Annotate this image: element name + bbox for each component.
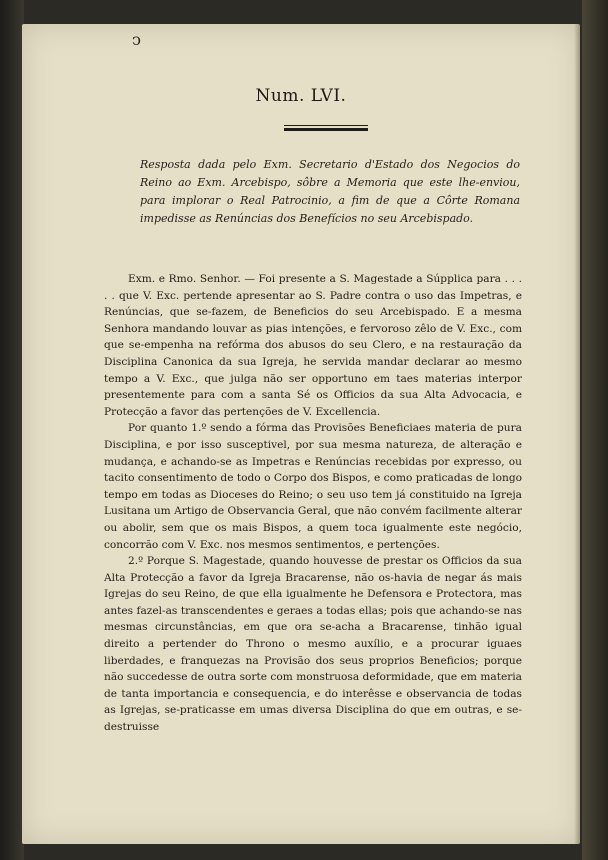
page-title: Num. LVI. [255,86,347,106]
document-page [22,24,580,844]
next-page-edge [582,0,608,860]
divider-thick-line [284,128,368,131]
paragraph-2: Por quanto 1.º sendo a fórma das Provisões Beneficiaes materia de pura Disciplina, e por isso susceptivel, por sua mesma natureza, de alteração e mudança, e achando-se as Impetras e Renúncias recebidas por expresso, ou tacito consentimento de todo o Corpo dos Bispos, e como praticadas de longo tempo em todas as Dioceses do Reino; o seu uso tem já constituido na Igreja Lusitana um Artigo de Observancia Geral, que não convém facilmente alterar ou abolir, sem que os mais Bispos, a quem toca igualmente este negócio, concorrão com V. Exc. nos mesmos sentimentos, e pertenções. [104,422,522,551]
paragraph-1: Exm. e Rmo. Senhor. — Foi presente a S. Magestade a Súpplica para . . . . . que V. Exc. pertende apresentar ao S. Padre contra o uso das Impetras, e Renúncias, que se-fazem, de Beneficios do seu Arcebispado. E a mesma Senhora mandando louvar as pias intenções, e fervoroso zêlo de V. Exc., com que se-empenha na refórma dos abusos do seu Clero, e na restauração da Disciplina Canonica da sua Igreja, he servida mandar declarar ao mesmo tempo a V. Exc., que julga não ser opportuno em taes materias interpor presentemente para com a santa Sé os Officios da sua Alta Advocacia, e Protecção a favor das pertenções de V. Excellencia. [104,273,522,418]
page-fold-shadow [574,24,580,844]
bleed-through-mark: ↄ [132,30,141,49]
document-heading: Resposta dada pelo Exm. Secretario d'Estado dos Negocios do Reino ao Exm. Arcebispo, sôbre a Memoria que este lhe-enviou, para implorar o Real Patrocinio, a fim de que a Côrte Romana impedisse as Renúncias dos Benefícios no seu Arcebispado. [140,158,520,225]
paragraph-3: 2.º Porque S. Magestade, quando houvesse de prestar os Officios da sua Alta Protecção a favor da Igreja Bracarense, não os-havia de negar ás mais Igrejas do seu Reino, de que ella igualmente he Defensora e Protectora, mas antes fazel-as transcendentes e geraes a todas ellas; pois que achando-se nas mesmas circunstâncias, em que ora se-acha a Bracarense, tinhão igual direito a pertender do Throno o mesmo auxílio, e a procurar iguaes liberdades, e franquezas na Provisão dos seus proprios Beneficios; porque não succedesse de outra sorte com monstruosa deformidade, que em materia de tanta importancia e consequencia, e do interêsse e observancia de todas as Igrejas, se-praticasse em umas diversa Disciplina do que em outras, e se-destruisse [104,555,522,734]
document-body [104,271,522,736]
title-divider [284,125,368,131]
book-gutter-shadow [0,0,24,860]
divider-thin-line [284,125,368,126]
